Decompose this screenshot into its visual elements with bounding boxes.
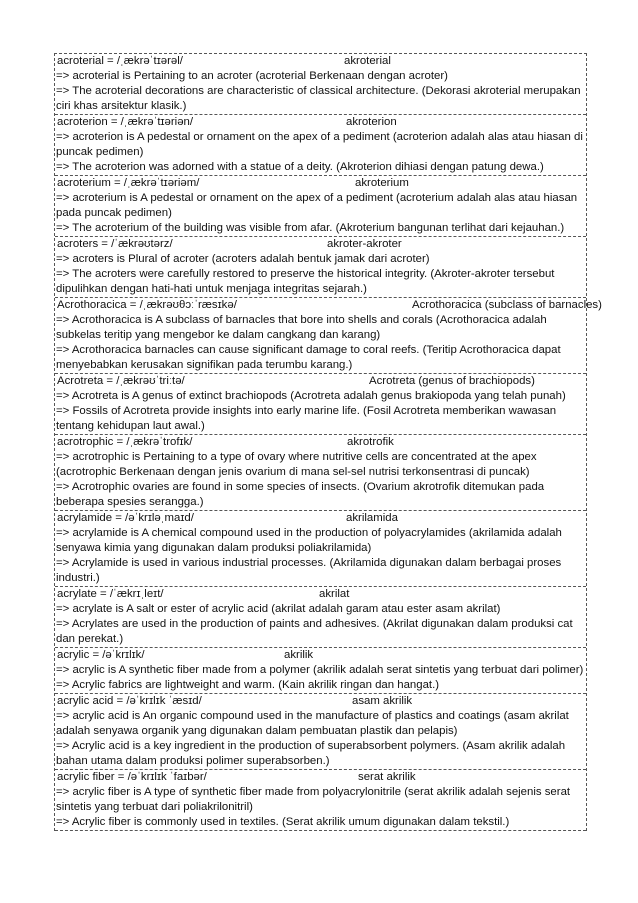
definition-line: => acroters is Plural of acroter (acroters adalah bentuk jamak dari acroter) (56, 253, 430, 265)
entry-translation: akroterion (346, 116, 397, 128)
entry-acrylic-fiber (55, 770, 586, 831)
entry-translation: akrilik (284, 649, 314, 661)
definition-line: => acrylic fiber is A type of synthetic fiber made from polyacrylonitrile (serat akrilik adalah sejenis serat sintetis yang terbuat dari poliakrilonitril) (56, 786, 571, 813)
definition-line: => acrotrophic is Pertaining to a type of ovary where nutritive cells are concentrated at the apex (acrotrophic Berkenaan dengan jenis ovarium di mana sel-sel nutrisi terkonsentrasi di puncak) (56, 451, 537, 478)
entry-translation: serat akrilik (358, 771, 416, 783)
example-line: => The acroterion was adorned with a statue of a deity. (Akroterion dihiasi dengan patung dewa.) (56, 161, 544, 173)
definition-line: => acrylic acid is An organic compound used in the manufacture of plastics and coatings (asam akrilat adalah senyawa organik yang digunakan dalam pembuatan plastik dan pelapis) (56, 710, 569, 737)
entry-term: acrylamide = /əˈkrɪləˌmaɪd/ (57, 512, 194, 524)
entry-translation: akrilat (319, 588, 350, 600)
entry-acrylic (55, 648, 586, 694)
entry-header (56, 770, 585, 785)
entry-header (56, 115, 585, 130)
entry-translation: akrotrofik (347, 436, 394, 448)
entry-header (56, 587, 585, 602)
entry-header (56, 374, 585, 389)
example-line: => The acroterial decorations are characteristic of classical architecture. (Dekorasi akroterial merupakan ciri khas arsitektur klasik.) (56, 85, 581, 112)
entry-header (56, 694, 585, 709)
entry-header (56, 237, 585, 252)
entry-translation: Acrotreta (genus of brachiopods) (369, 375, 535, 387)
entry-term: acrylic fiber = /əˈkrɪlɪk ˈfaɪbər/ (57, 771, 207, 783)
entry-translation: akroterium (355, 177, 409, 189)
entry-translation: asam akrilik (352, 695, 413, 707)
entry-acrotrophic (55, 435, 586, 511)
definition-line: => acroterion is A pedestal or ornament on the apex of a pediment (acroterion adalah alas atau hiasan di puncak pedimen) (56, 131, 583, 158)
entry-acrotreta (55, 374, 586, 435)
example-line: => Acrotrophic ovaries are found in some species of insects. (Ovarium akrotrofik ditemukan pada beberapa spesies serangga.) (56, 481, 545, 508)
example-line: => Acrylates are used in the production of paints and adhesives. (Akrilat digunakan dalam produksi cat dan perekat.) (56, 618, 573, 645)
definition-line: => acrylamide is A chemical compound used in the production of polyacrylamides (akrilamida adalah senyawa kimia yang digunakan dalam produksi poliakrilamida) (56, 527, 562, 554)
entry-term: acrotrophic = /ˌækrəˈtrofɪk/ (57, 436, 193, 448)
entry-term: acroters = /ˈækrəʊtərz/ (57, 238, 173, 250)
example-line: => The acroters were carefully restored to preserve the historical integrity. (Akroter-akroter tersebut dipulihkan dengan hati-hati untuk menjaga integritas sejarah.) (56, 268, 555, 295)
entry-header (56, 298, 602, 313)
entry-translation: Acrothoracica (subclass of barnacles) (412, 299, 602, 311)
entry-acrylic-acid (55, 694, 586, 770)
definition-line: => Acrothoracica is A subclass of barnacles that bore into shells and corals (Acrothoracica adalah subkelas teritip yang mengebor ke dalam cangkang dan karang) (56, 314, 547, 341)
dictionary-table (54, 53, 602, 831)
definition-line: => acroterial is Pertaining to an acroter (acroterial Berkenaan dengan acroter) (56, 70, 448, 82)
definition-line: => Acrotreta is A genus of extinct brachiopods (Acrotreta adalah genus brakiopoda yang telah punah) (56, 390, 566, 402)
definition-line: => acrylate is A salt or ester of acrylic acid (akrilat adalah garam atau ester asam akrilat) (56, 603, 501, 615)
example-line: => Acrylic acid is a key ingredient in the production of superabsorbent polymers. (Asam akrilik adalah bahan utama dalam produksi polimer superabsorben.) (56, 740, 566, 767)
entry-term: Acrotreta = /ˌækrəʊˈtriːtə/ (57, 375, 185, 387)
entry-term: acrylic acid = /əˈkrɪlɪk ˈæsɪd/ (57, 695, 202, 707)
definition-line: => acrylic is A synthetic fiber made from a polymer (akrilik adalah serat sintetis yang terbuat dari polimer) (56, 664, 584, 676)
example-line: => The acroterium of the building was visible from afar. (Akroterium bangunan terlihat dari kejauhan.) (56, 222, 565, 234)
entry-term: acroterial = /ˌækrəˈtɪərəl/ (57, 55, 183, 67)
example-line: => Fossils of Acrotreta provide insights into early marine life. (Fosil Acrotreta memberikan wawasan tentang kehidupan laut awal.) (56, 405, 557, 432)
entry-header (56, 54, 585, 69)
entry-acrothoracica (55, 298, 602, 374)
entry-term: acroterion = /ˌækrəˈtɪəriən/ (57, 116, 194, 128)
entry-header (56, 435, 585, 450)
example-line: => Acrylic fabrics are lightweight and warm. (Kain akrilik ringan dan hangat.) (56, 679, 440, 691)
entry-term: acrylate = /ˈækrɪˌleɪt/ (57, 588, 164, 600)
entry-translation: akroterial (344, 55, 391, 67)
entry-term: acrylic = /əˈkrɪlɪk/ (57, 649, 145, 661)
example-line: => Acrothoracica barnacles can cause significant damage to coral reefs. (Teritip Acrothoracica dapat menyebabkan kerusakan signifikan pada terumbu karang.) (56, 344, 561, 371)
entry-term: acroterium = /ˌækrəˈtɪəriəm/ (57, 177, 200, 189)
entry-acroterion (55, 115, 586, 176)
entry-header (56, 648, 585, 663)
entry-header (56, 511, 585, 526)
entry-translation: akrilamida (346, 512, 398, 524)
entry-acroterium (55, 176, 586, 237)
entry-term: Acrothoracica = /ˌækrəʊθɔːˈræsɪkə/ (57, 299, 237, 311)
entry-header (56, 176, 585, 191)
entry-acrylamide (55, 511, 586, 587)
entry-acroters (55, 237, 586, 298)
entry-acroterial (55, 54, 586, 115)
example-line: => Acrylamide is used in various industrial processes. (Akrilamida digunakan dalam berbagai proses industri.) (56, 557, 562, 584)
definition-line: => acroterium is A pedestal or ornament on the apex of a pediment (acroterium adalah alas atau hiasan pada puncak pedimen) (56, 192, 578, 219)
entry-translation: akroter-akroter (327, 238, 402, 250)
example-line: => Acrylic fiber is commonly used in textiles. (Serat akrilik umum digunakan dalam tekstil.) (56, 816, 510, 828)
entry-acrylate (55, 587, 586, 648)
